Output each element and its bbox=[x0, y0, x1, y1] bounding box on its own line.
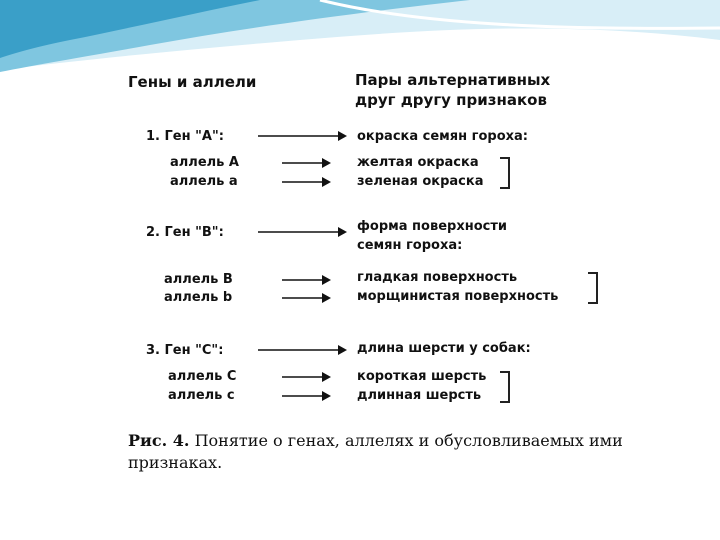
variant-label: короткая шерсть bbox=[357, 369, 487, 384]
allele-label: аллель В bbox=[164, 272, 233, 287]
header-genes-alleles: Гены и аллели bbox=[128, 73, 257, 91]
trait-label: форма поверхности bbox=[357, 219, 507, 234]
gene-label: 1. Ген "А": bbox=[146, 129, 224, 144]
arrow-icon bbox=[258, 226, 348, 238]
arrow-icon bbox=[282, 274, 332, 286]
variant-label: желтая окраска bbox=[357, 155, 479, 170]
trait-label: окраска семян гороха: bbox=[357, 129, 528, 144]
bracket bbox=[500, 371, 510, 403]
allele-label: аллель а bbox=[170, 174, 238, 189]
allele-label: аллель b bbox=[164, 290, 233, 305]
gene-label: 2. Ген "В": bbox=[146, 225, 224, 240]
variant-label: зеленая окраска bbox=[357, 174, 484, 189]
trait-label: длина шерсти у собак: bbox=[357, 341, 531, 356]
header-trait-pairs-line2: друг другу признаков bbox=[355, 91, 547, 109]
header-trait-pairs-line1: Пары альтернативных bbox=[355, 71, 551, 89]
variant-label: гладкая поверхность bbox=[357, 270, 518, 285]
gene-label: 3. Ген "С": bbox=[146, 343, 224, 358]
caption-label: Рис. 4. bbox=[128, 431, 190, 450]
arrow-icon bbox=[258, 130, 348, 142]
variant-label: морщинистая поверхность bbox=[357, 289, 559, 304]
figure-caption bbox=[128, 430, 648, 474]
arrow-icon bbox=[282, 292, 332, 304]
caption-text: Понятие о генах, аллелях и обусловливаемых ими признаках. bbox=[128, 431, 623, 472]
variant-label: длинная шерсть bbox=[357, 388, 482, 403]
arrow-icon bbox=[282, 176, 332, 188]
trait-label: семян гороха: bbox=[357, 238, 463, 253]
allele-label: аллель А bbox=[170, 155, 239, 170]
bracket bbox=[588, 272, 598, 304]
allele-label: аллель С bbox=[168, 369, 237, 384]
arrow-icon bbox=[282, 157, 332, 169]
arrow-icon bbox=[282, 390, 332, 402]
arrow-icon bbox=[258, 344, 348, 356]
arrow-icon bbox=[282, 371, 332, 383]
allele-label: аллель с bbox=[168, 388, 235, 403]
bracket bbox=[500, 157, 510, 189]
